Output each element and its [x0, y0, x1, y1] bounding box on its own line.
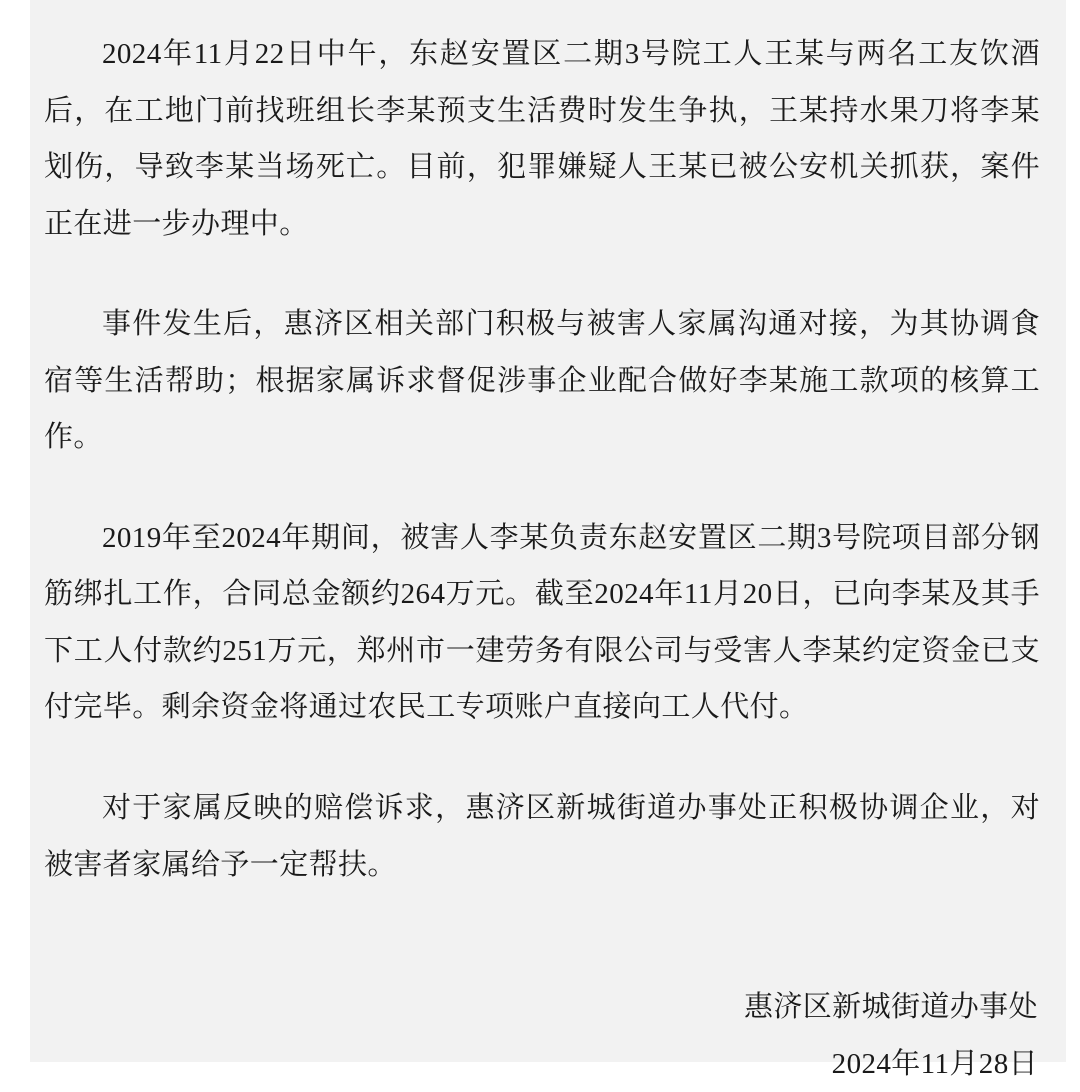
paragraph-3: 2019年至2024年期间，被害人李某负责东赵安置区二期3号院项目部分钢筋绑扎工作，合同总金额约264万元。截至2024年11月20日，已向李某及其手下工人付款约251万元，郑州市一建劳务有限公司与受害人李某约定资金已支付完毕。剩余资金将通过农民工专项账户直接向工人代付。	[44, 521, 1040, 724]
page-left-margin	[0, 0, 30, 1062]
document-body	[44, 26, 1040, 1092]
paragraph-1: 2024年11月22日中午，东赵安置区二期3号院工人王某与两名工友饮酒后，在工地门前找班组长李某预支生活费时发生争执，王某持水果刀将李某划伤，导致李某当场死亡。目前，犯罪嫌疑人王某已被公安机关抓获，案件正在进一步办理中。	[44, 38, 1040, 240]
signature-organization: 惠济区新城街道办事处	[743, 991, 1038, 1024]
signature-date: 2024年11月28日	[831, 1047, 1038, 1080]
paragraph-2: 事件发生后，惠济区相关部门积极与被害人家属沟通对接，为其协调食宿等生活帮助；根据家属诉求督促涉事企业配合做好李某施工款项的核算工作。	[44, 308, 1040, 454]
page-right-margin	[1066, 0, 1080, 1062]
paragraph-4: 对于家属反映的赔偿诉求，惠济区新城街道办事处正积极协调企业，对被害者家属给予一定帮扶。	[44, 792, 1040, 881]
signature-block	[44, 979, 1040, 1092]
